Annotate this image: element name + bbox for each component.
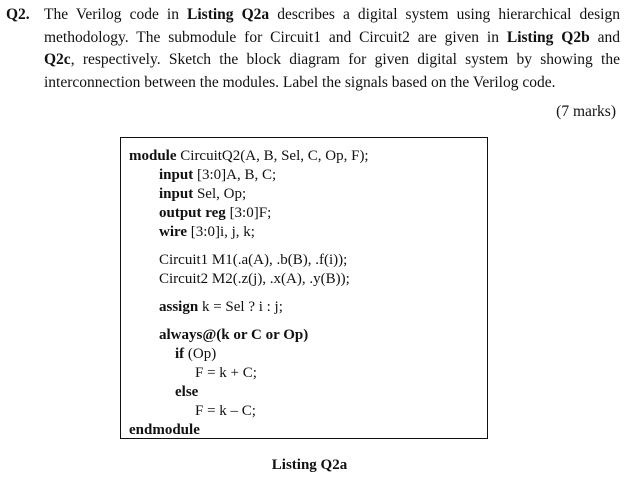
code-line-input-2 xyxy=(129,185,487,204)
code-text: [3:0]i, j, k; xyxy=(187,224,255,240)
marks-label: (7 marks) xyxy=(556,103,616,120)
listing-reference: Q2c xyxy=(44,51,71,68)
code-text: Sel, Op; xyxy=(193,186,247,202)
code-line-assign xyxy=(129,298,487,317)
code-keyword: input xyxy=(159,167,194,183)
question-text-segment: The Verilog code in xyxy=(44,6,188,23)
question-text-segment: describes a digital system using hierarchical design xyxy=(269,6,620,23)
question-text xyxy=(44,4,620,94)
code-line-output xyxy=(129,204,487,223)
code-line-else xyxy=(129,383,487,402)
code-spacer xyxy=(129,289,487,298)
code-line-always xyxy=(129,326,487,345)
code-keyword: else xyxy=(175,384,199,400)
code-line-statement-1: F = k + C; xyxy=(195,365,257,381)
code-spacer xyxy=(129,317,487,326)
code-keyword: output reg xyxy=(159,205,226,221)
code-line-if xyxy=(129,345,487,364)
question-text-segment: interconnection between the modules. Label the signals based on the Verilog code. xyxy=(44,73,556,91)
question-text-segment: methodology. The submodule for Circuit1 and Circuit2 are given in xyxy=(44,28,507,46)
question-line-3 xyxy=(44,49,620,72)
code-listing-box xyxy=(120,137,488,439)
question-line-2 xyxy=(44,27,620,50)
code-keyword: input xyxy=(159,186,194,202)
code-keyword: if xyxy=(175,346,185,362)
question-number: Q2. xyxy=(6,6,30,23)
code-line-instance-1: Circuit1 M1(.a(A), .b(B), .f(i)); xyxy=(159,252,348,268)
code-keyword: wire xyxy=(159,224,188,240)
code-keyword: module xyxy=(129,148,177,164)
code-text: [3:0]A, B, C; xyxy=(193,167,277,183)
code-line-wire xyxy=(129,223,487,242)
code-keyword: endmodule xyxy=(129,422,200,438)
code-keyword: always@(k or C or Op) xyxy=(159,327,309,343)
listing-reference: Listing Q2a xyxy=(187,6,270,23)
listing-caption xyxy=(0,456,625,474)
listing-caption-text: Listing Q2a xyxy=(271,457,348,473)
code-text: (Op) xyxy=(184,346,217,362)
code-text: CircuitQ2(A, B, Sel, C, Op, F); xyxy=(176,148,369,164)
code-line-module xyxy=(129,147,487,166)
question-line-1 xyxy=(44,4,620,27)
code-line-statement-2: F = k – C; xyxy=(195,403,256,419)
code-spacer xyxy=(129,242,487,251)
code-text: k = Sel ? i : j; xyxy=(198,299,283,315)
code-line-input-1 xyxy=(129,166,487,185)
listing-reference: Listing Q2b xyxy=(506,28,590,46)
code-line-instance-2: Circuit2 M2(.z(j), .x(A), .y(B)); xyxy=(159,271,350,287)
code-line-endmodule xyxy=(129,421,487,440)
question-text-segment: , respectively. Sketch the block diagram for given digital system by showing the xyxy=(70,51,620,68)
question-line-4 xyxy=(44,72,620,95)
code-keyword: assign xyxy=(159,299,199,315)
code-text: [3:0]F; xyxy=(225,205,272,221)
question-text-segment: and xyxy=(589,28,620,46)
